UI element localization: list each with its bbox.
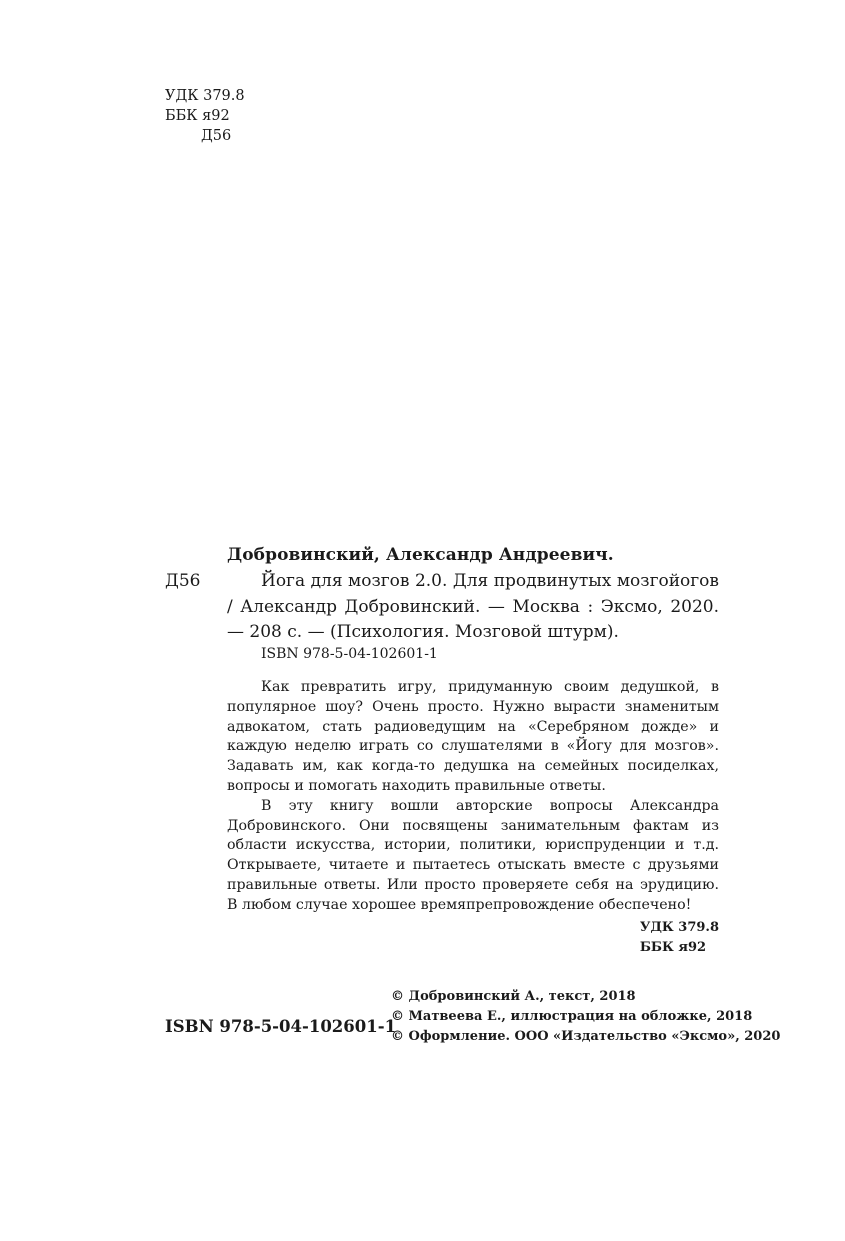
copyright-design: © Оформление. ООО «Издательство «Эксмо», 2020 <box>391 1029 781 1044</box>
annotation-paragraph: В эту книгу вошли авторские вопросы Александра Добровинского. Они посвящены занимательным фактам из области искусства, истории, политики, юриспруденции и т.д. Открываете, читаете и пытаетесь отыскать вместе с друзьями правильные ответы. Или просто проверяете себя на эрудицию. В любом случае хорошее времяпрепровождение обеспечено! <box>227 797 719 913</box>
isbn-footer: ISBN 978-5-04-102601-1 <box>165 1017 397 1036</box>
annotation <box>227 678 719 916</box>
bbk-code: ББК я92 <box>639 940 707 955</box>
copyright-block <box>391 987 780 1047</box>
isbn-inline: ISBN 978-5-04-102601-1 <box>261 646 438 662</box>
classification-codes-bottom <box>640 918 719 958</box>
udk-code: УДК 379.8 <box>165 88 245 104</box>
classification-codes-top <box>165 86 245 146</box>
author-heading: Добровинский, Александр Андреевич. <box>227 545 614 565</box>
author-mark: Д56 <box>201 128 232 144</box>
bibliographic-description: Йога для мозгов 2.0. Для продвинутых мозгойогов / Александр Добровинский. — Москва : Эксмо, 2020. — 208 с. — (Психология. Мозговой штурм). <box>227 571 719 642</box>
udk-code: УДК 379.8 <box>639 920 719 935</box>
catalog-author-mark: Д56 <box>165 571 201 591</box>
annotation-paragraph: Как превратить игру, придуманную своим дедушкой, в популярное шоу? Очень просто. Нужно вырасти знаменитым адвокатом, стать радиоведущим на «Серебряном дожде» и каждую неделю играть со слушателями в «Йогу для мозгов». Задавать им, как когда-то дедушка на семейных посиделках, вопросы и помогать находить правильные ответы. <box>227 679 719 794</box>
copyright-text: © Добровинский А., текст, 2018 <box>391 989 636 1004</box>
copyright-illustration: © Матвеева Е., иллюстрация на обложке, 2018 <box>391 1009 753 1024</box>
bbk-code: ББК я92 <box>165 108 230 124</box>
